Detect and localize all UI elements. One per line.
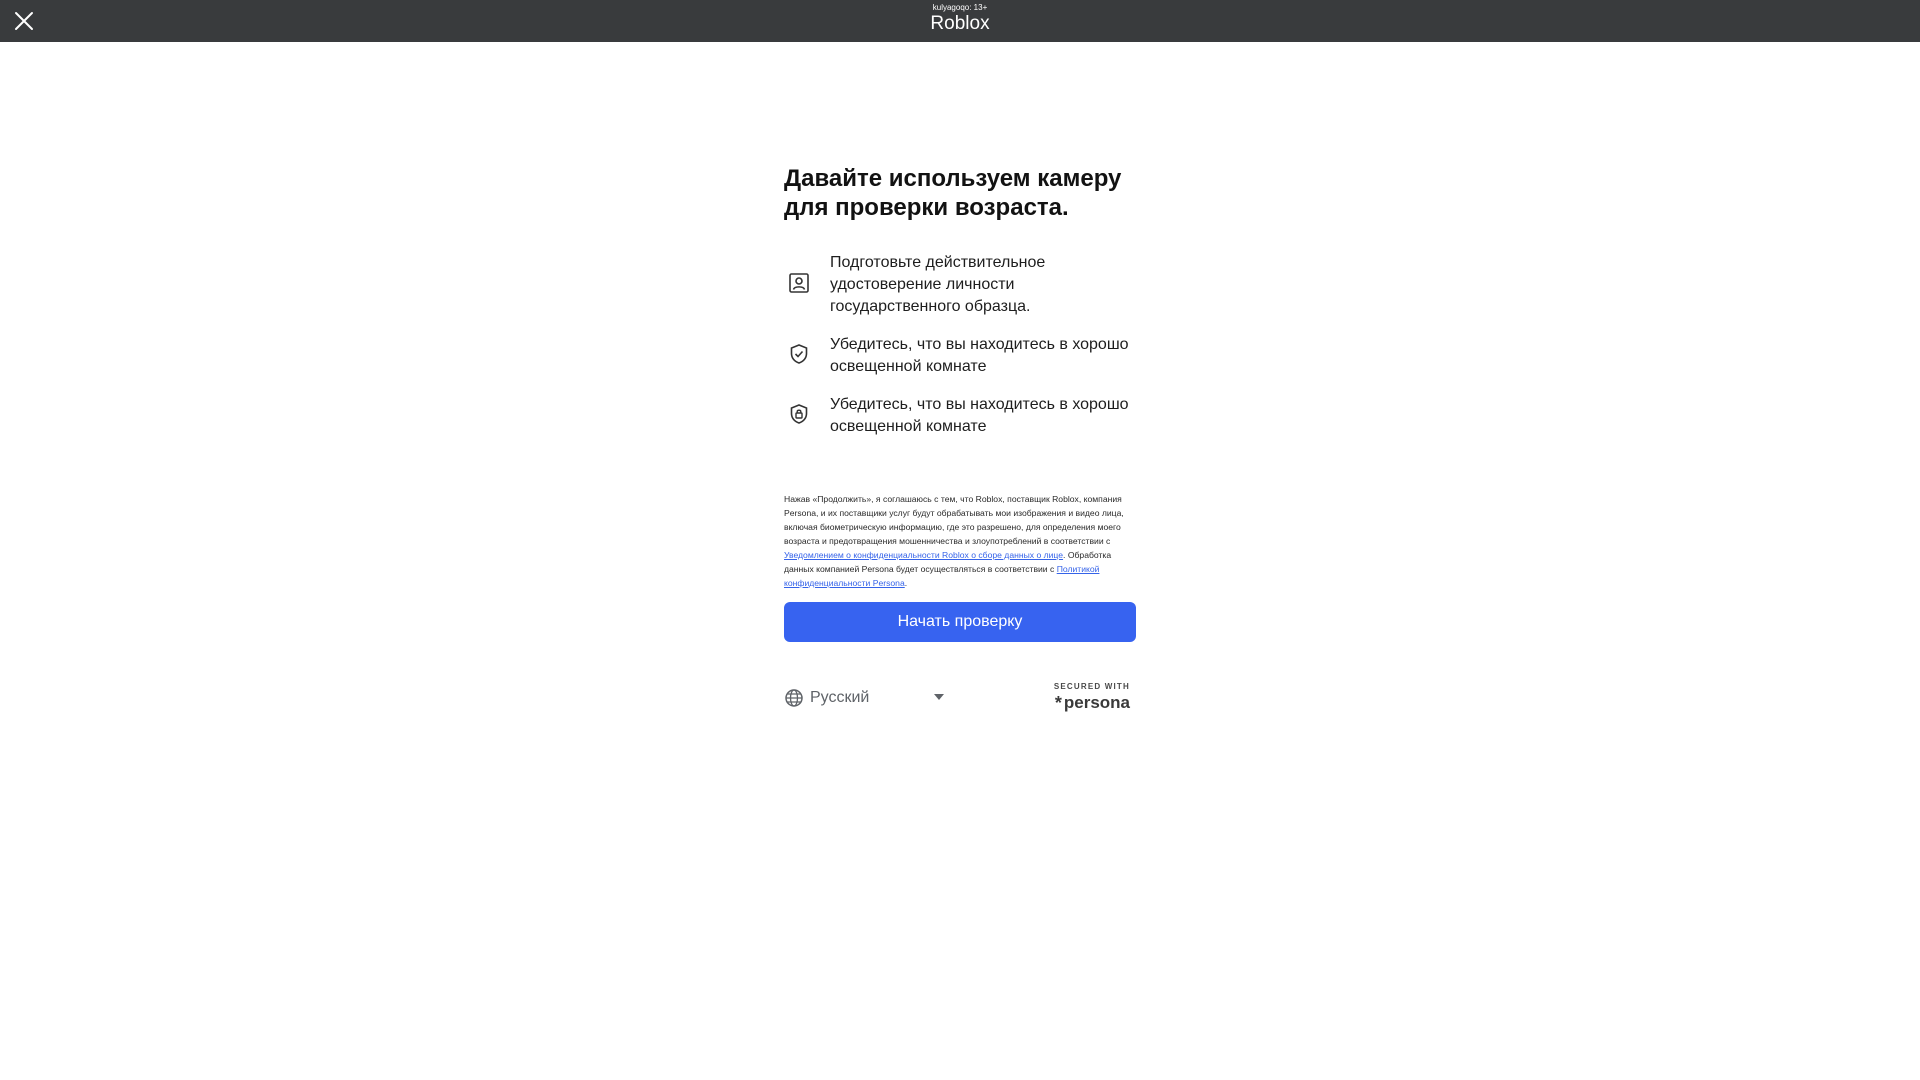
feature-item-privacy [784, 394, 1136, 438]
persona-logo-text: persona [1063, 693, 1130, 712]
globe-icon [784, 688, 804, 708]
id-card-icon [788, 272, 814, 298]
language-select[interactable] [784, 686, 960, 710]
feature-text: Убедитесь, что вы находитесь в хорошо освещенной комнате [830, 396, 1129, 435]
feature-item-id [784, 252, 1136, 318]
persona-asterisk-icon: * [1054, 693, 1062, 713]
persona-badge [1054, 682, 1130, 713]
window-title: Roblox [930, 13, 990, 34]
shield-lock-icon [788, 403, 814, 429]
feature-text: Подготовьте действительное удостоверение личности государственного образца. [830, 254, 1046, 315]
consent-text-part: Нажав «Продолжить», я соглашаюсь с тем, что Roblox, поставщик Roblox, компания Persona, и их поставщики услуг будут обрабатывать мои изображения и видео лица, включая биометрическую информацию, где это разрешено, для определения моего возраста и предотвращения мошенничества и злоупотреблений в соответствии с [784, 494, 1124, 546]
feature-text: Убедитесь, что вы находитесь в хорошо освещенной комнате [830, 336, 1129, 375]
consent-text [784, 492, 1136, 590]
roblox-privacy-notice-link[interactable]: Уведомлением о конфиденциальности Roblox о сборе данных о лице [784, 550, 1064, 560]
persona-privacy-policy-link[interactable]: Политикой конфиденциальности Persona [784, 564, 1100, 588]
footer [784, 682, 1136, 718]
username-label: kulyagoqo: 13+ [932, 3, 988, 12]
verification-panel [784, 164, 1136, 718]
title-bar [0, 0, 1920, 42]
language-label: Русский [810, 689, 870, 706]
title-block [0, 3, 1920, 35]
chevron-down-icon [934, 694, 944, 700]
feature-item-lighting [784, 334, 1136, 378]
feature-list [784, 252, 1136, 438]
secured-with-label: SECURED WITH [1053, 682, 1130, 691]
consent-text-part: . [904, 578, 908, 588]
consent-text-part: . Обработка данных компанией Persona будет осуществляться в соответствии с [784, 550, 1112, 574]
persona-logo [1054, 693, 1130, 713]
page-title: Давайте используем камеру для проверки возраста. [784, 165, 1122, 221]
shield-check-icon [788, 343, 814, 369]
start-verification-button[interactable]: Начать проверку [784, 602, 1136, 642]
